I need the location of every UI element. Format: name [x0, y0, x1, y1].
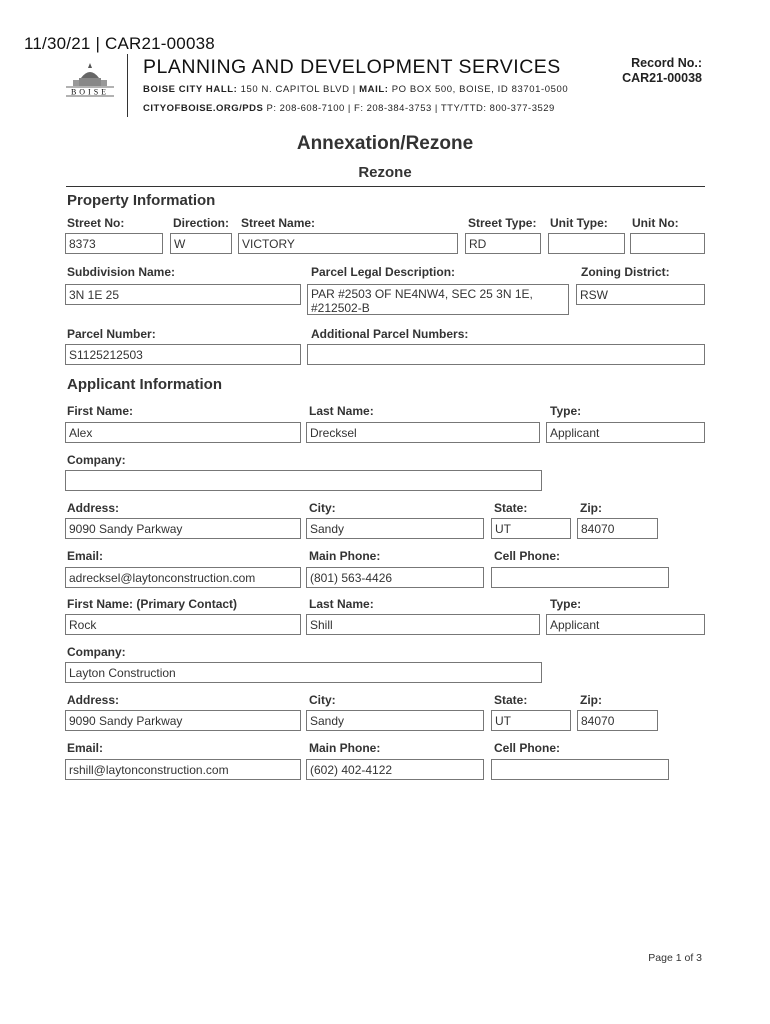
unit-type-label: Unit Type:	[550, 216, 608, 230]
legal-desc-field[interactable]: PAR #2503 OF NE4NW4, SEC 25 3N 1E, #212502-B	[307, 284, 569, 315]
applicant-first-name-label: First Name:	[67, 404, 134, 418]
contact-main-phone-field[interactable]: (602) 402-4122	[306, 759, 484, 780]
applicant-state-label: State:	[494, 501, 528, 515]
applicant-cell-phone-label: Cell Phone:	[494, 549, 561, 563]
header-address: BOISE CITY HALL: 150 N. CAPITOL BLVD | MAIL: PO BOX 500, BOISE, ID 83701-0500	[143, 84, 569, 95]
unit-no-label: Unit No:	[632, 216, 679, 230]
contact-type-label: Type:	[550, 597, 582, 611]
contact-last-name-field[interactable]: Shill	[306, 614, 540, 635]
boise-city-logo-icon	[65, 60, 115, 102]
applicant-email-field[interactable]: adrecksel@laytonconstruction.com	[65, 567, 301, 588]
page-number: Page 1 of 3	[648, 952, 702, 964]
applicant-zip-label: Zip:	[580, 501, 602, 515]
contact-main-phone-label: Main Phone:	[309, 741, 381, 755]
additional-parcels-label: Additional Parcel Numbers:	[311, 327, 469, 341]
direction-field[interactable]: W	[170, 233, 232, 254]
applicant-main-phone-label: Main Phone:	[309, 549, 381, 563]
street-type-label: Street Type:	[468, 216, 537, 230]
title-rule	[66, 186, 705, 187]
contact-cell-phone-field[interactable]	[491, 759, 669, 780]
header-divider	[127, 54, 128, 117]
subdivision-label: Subdivision Name:	[67, 265, 176, 279]
parcel-number-field[interactable]: S1125212503	[65, 344, 301, 365]
contact-first-name-field[interactable]: Rock	[65, 614, 301, 635]
applicant-company-field[interactable]	[65, 470, 542, 491]
top-stamp: 11/30/21 | CAR21-00038	[24, 34, 215, 53]
applicant-city-label: City:	[309, 501, 336, 515]
stamp-record: CAR21-00038	[104, 34, 215, 53]
logo-text: BOISE	[70, 87, 110, 97]
form-title: Annexation/Rezone	[296, 133, 474, 154]
contact-zip-label: Zip:	[580, 693, 602, 707]
zoning-label: Zoning District:	[581, 265, 670, 279]
zoning-field[interactable]: RSW	[576, 284, 705, 305]
applicant-address-field[interactable]: 9090 Sandy Parkway	[65, 518, 301, 539]
unit-no-field[interactable]	[630, 233, 705, 254]
applicant-first-name-field[interactable]: Alex	[65, 422, 301, 443]
applicant-type-label: Type:	[550, 404, 582, 418]
contact-company-label: Company:	[67, 645, 126, 659]
record-number: Record No.: CAR21-00038	[622, 56, 702, 85]
contact-state-field[interactable]: UT	[491, 710, 571, 731]
contact-last-name-label: Last Name:	[309, 597, 374, 611]
contact-address-label: Address:	[67, 693, 120, 707]
contact-city-field[interactable]: Sandy	[306, 710, 484, 731]
additional-parcels-field[interactable]	[307, 344, 705, 365]
contact-email-field[interactable]: rshill@laytonconstruction.com	[65, 759, 301, 780]
form-subtitle: Rezone	[358, 164, 412, 181]
parcel-number-label: Parcel Number:	[67, 327, 156, 341]
street-no-label: Street No:	[67, 216, 125, 230]
legal-desc-label: Parcel Legal Description:	[311, 265, 456, 279]
stamp-date: 11/30/21	[24, 34, 91, 53]
street-type-field[interactable]: RD	[465, 233, 541, 254]
applicant-cell-phone-field[interactable]	[491, 567, 669, 588]
applicant-city-field[interactable]: Sandy	[306, 518, 484, 539]
applicant-address-label: Address:	[67, 501, 120, 515]
department-title: PLANNING AND DEVELOPMENT SERVICES	[143, 56, 561, 78]
contact-city-label: City:	[309, 693, 336, 707]
contact-zip-field[interactable]: 84070	[577, 710, 658, 731]
street-no-field[interactable]: 8373	[65, 233, 163, 254]
contact-state-label: State:	[494, 693, 528, 707]
header-contact: CITYOFBOISE.ORG/PDS P: 208-608-7100 | F: 208-384-3753 | TTY/TTD: 800-377-3529	[143, 103, 555, 114]
contact-first-name-label: First Name: (Primary Contact)	[67, 597, 238, 611]
subdivision-field[interactable]: 3N 1E 25	[65, 284, 301, 305]
applicant-email-label: Email:	[67, 549, 104, 563]
unit-type-field[interactable]	[548, 233, 625, 254]
contact-type-field[interactable]: Applicant	[546, 614, 705, 635]
applicant-last-name-label: Last Name:	[309, 404, 374, 418]
applicant-state-field[interactable]: UT	[491, 518, 571, 539]
street-name-label: Street Name:	[241, 216, 316, 230]
applicant-zip-field[interactable]: 84070	[577, 518, 658, 539]
contact-email-label: Email:	[67, 741, 104, 755]
street-name-field[interactable]: VICTORY	[238, 233, 458, 254]
applicant-company-label: Company:	[67, 453, 126, 467]
direction-label: Direction:	[173, 216, 230, 230]
applicant-heading: Applicant Information	[67, 376, 222, 393]
applicant-last-name-field[interactable]: Drecksel	[306, 422, 540, 443]
contact-address-field[interactable]: 9090 Sandy Parkway	[65, 710, 301, 731]
property-heading: Property Information	[67, 192, 216, 209]
contact-company-field[interactable]: Layton Construction	[65, 662, 542, 683]
applicant-main-phone-field[interactable]: (801) 563-4426	[306, 567, 484, 588]
applicant-type-field[interactable]: Applicant	[546, 422, 705, 443]
contact-cell-phone-label: Cell Phone:	[494, 741, 561, 755]
